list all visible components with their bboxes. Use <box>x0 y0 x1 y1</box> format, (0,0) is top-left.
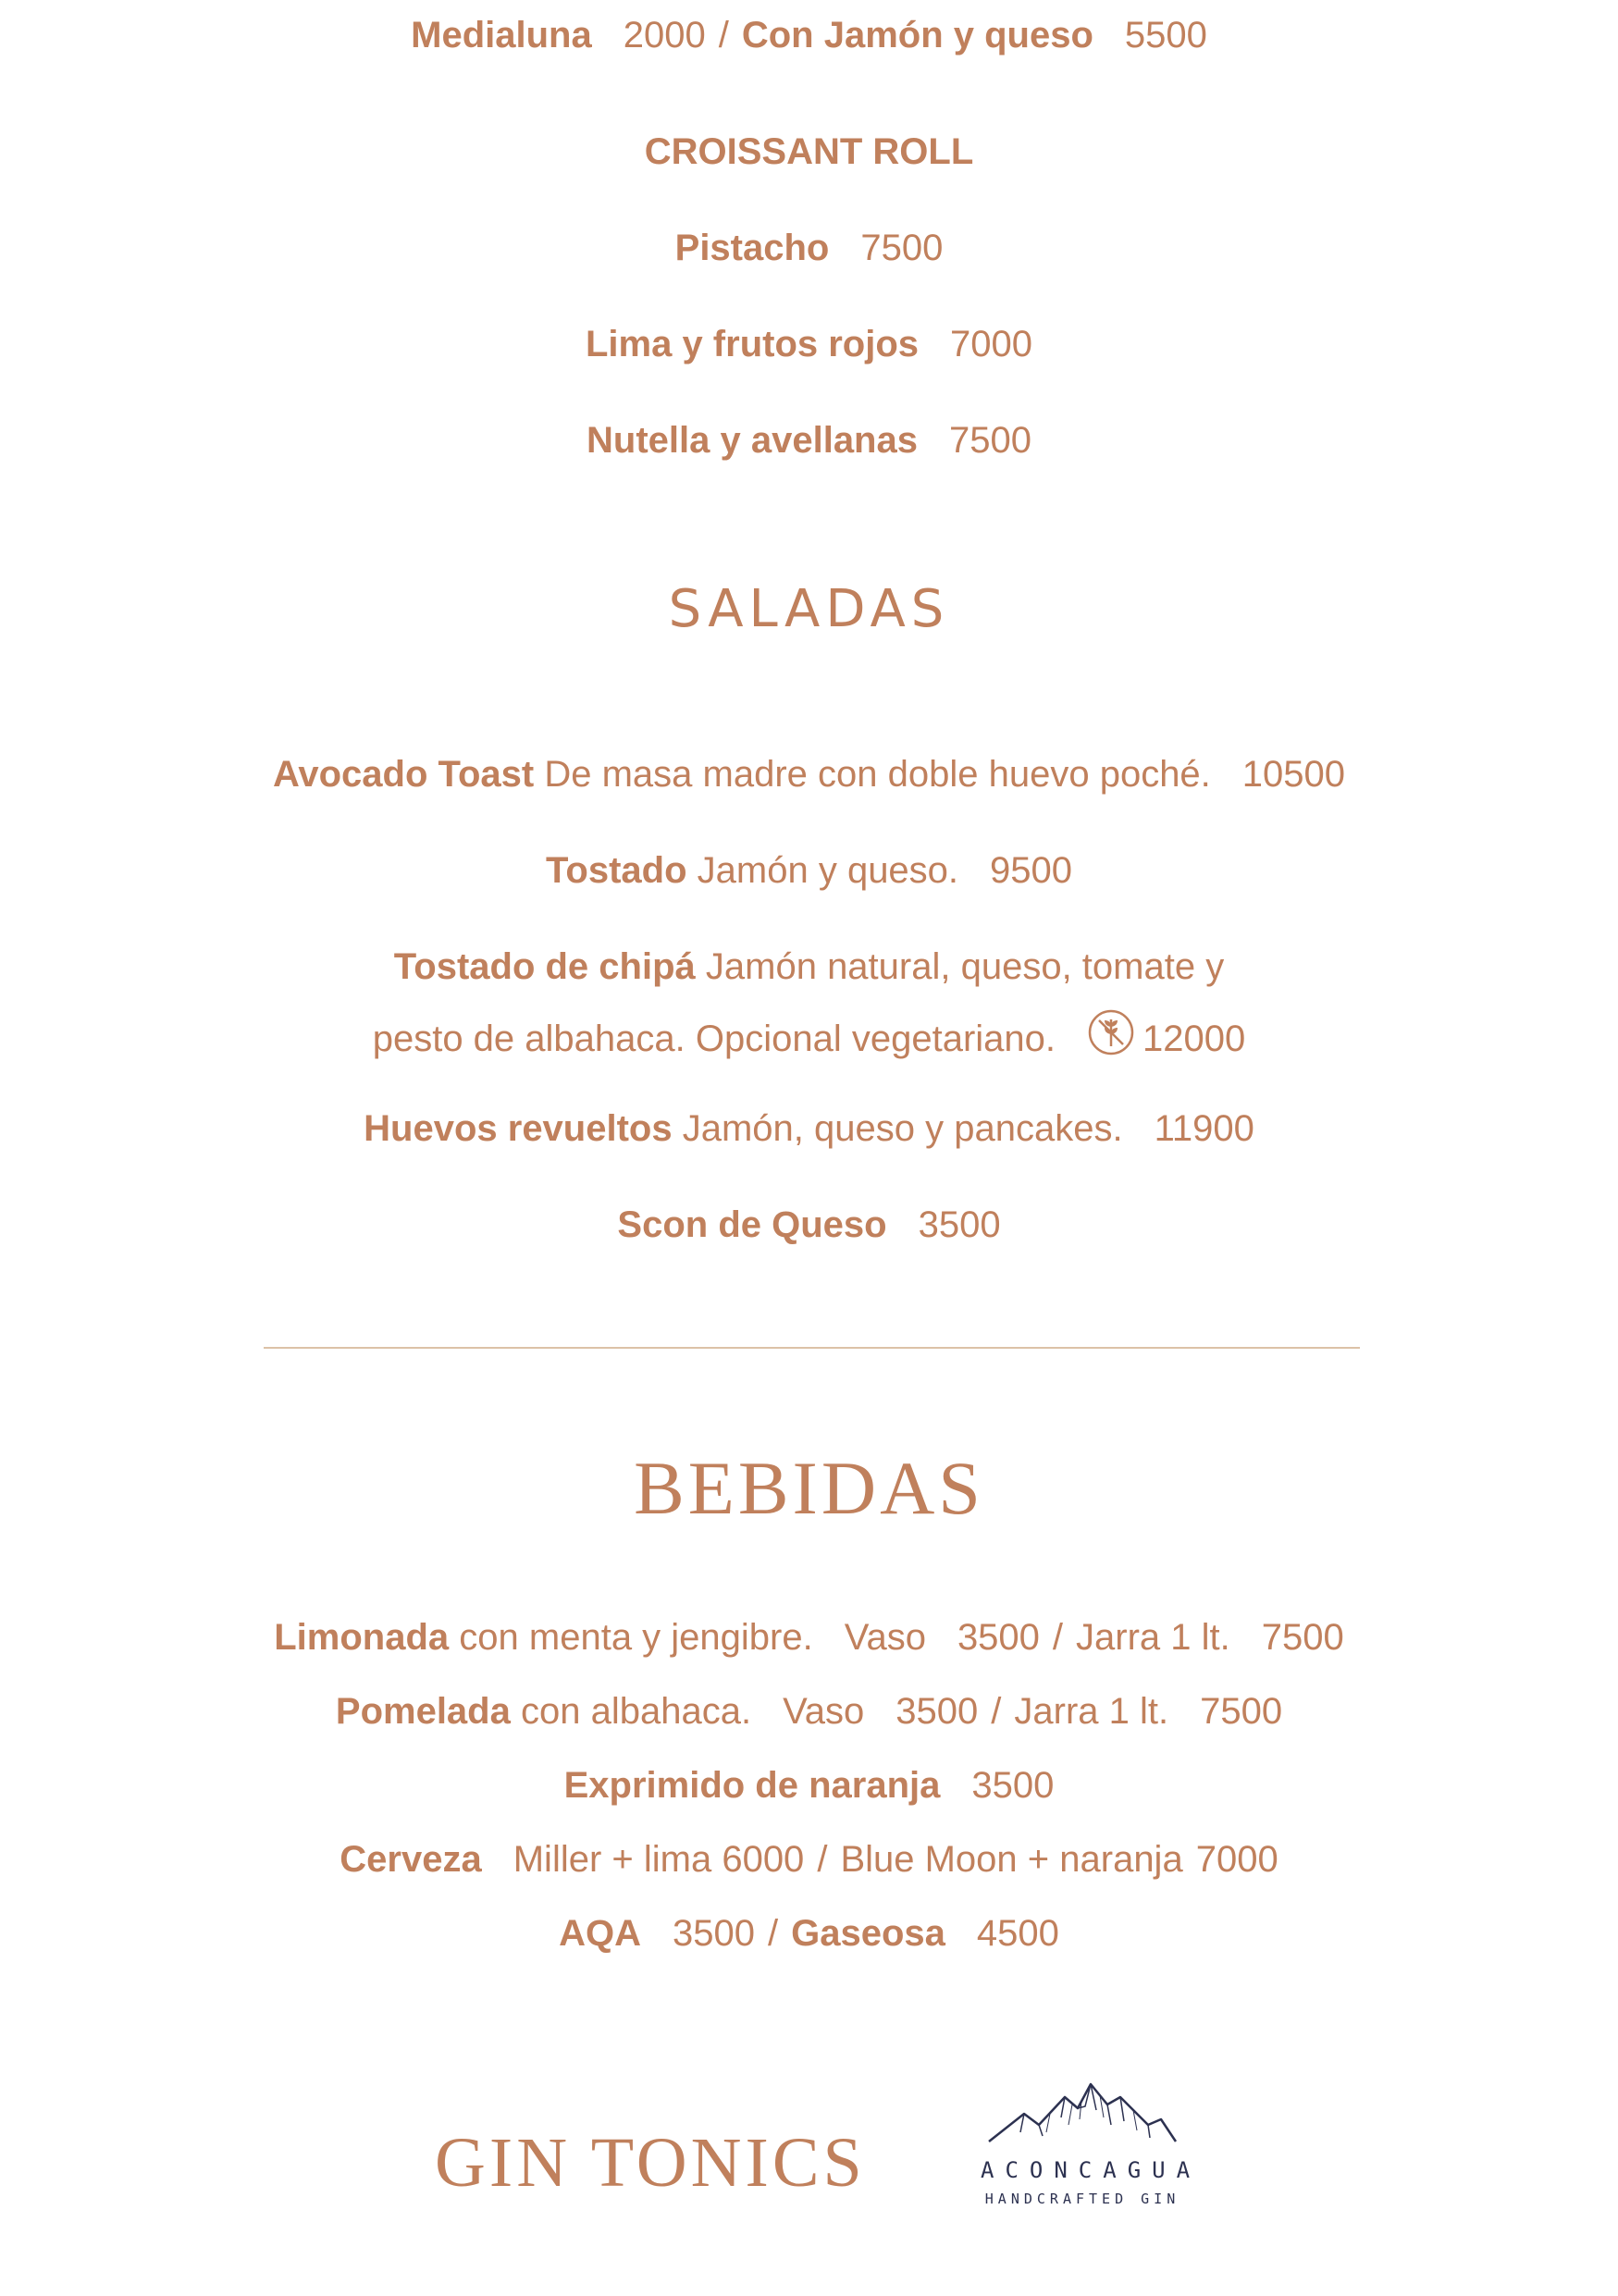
item-price: 3500 <box>895 1691 979 1732</box>
saladas-title: SALADAS <box>668 579 950 639</box>
item-price: 3500 <box>918 1204 1001 1245</box>
item-description: Jamón y queso. <box>697 850 959 891</box>
section-divider <box>264 1347 1360 1349</box>
item-price: 3500 <box>673 1913 755 1954</box>
menu-item <box>0 1201 1618 1249</box>
item-name: Gaseosa <box>791 1913 945 1954</box>
item-price: 10500 <box>1241 754 1346 795</box>
item-price: 7500 <box>948 420 1031 461</box>
gluten-free-icon <box>1087 1008 1135 1068</box>
menu-item <box>0 1105 1618 1153</box>
menu-item <box>0 750 1618 798</box>
menu-item <box>0 1909 1618 1957</box>
item-name: Pomelada <box>335 1691 511 1732</box>
aconcagua-logo <box>981 2077 1202 2225</box>
size-label: Vaso <box>783 1691 865 1732</box>
item-price: 7500 <box>860 228 944 268</box>
size-label: Jarra 1 lt. <box>1014 1691 1169 1732</box>
logo-name: ACONCAGUA <box>981 2157 1202 2183</box>
item-name: Medialuna <box>411 15 592 56</box>
separator: / <box>991 1691 1002 1732</box>
menu-item <box>0 1761 1618 1809</box>
menu-item <box>0 1687 1618 1735</box>
item-name: AQA <box>559 1913 641 1954</box>
item-option: Miller + lima 6000 <box>513 1839 805 1880</box>
menu-item <box>0 320 1618 368</box>
menu-item <box>0 846 1618 895</box>
separator: / <box>718 15 729 56</box>
item-name: Huevos revueltos <box>364 1108 673 1149</box>
item-price: 7500 <box>1200 1691 1283 1732</box>
menu-item <box>0 416 1618 464</box>
gin-tonics-title: GIN TONICS <box>435 2124 866 2202</box>
item-price: 4500 <box>976 1913 1059 1954</box>
item-name: Cerveza <box>340 1839 482 1880</box>
item-description: pesto de albahaca. Opcional vegetariano. <box>372 1018 1056 1060</box>
medialuna-row <box>0 11 1618 59</box>
item-price: 5500 <box>1124 15 1207 56</box>
separator: / <box>817 1839 828 1880</box>
mountain-logo-icon <box>985 2077 1180 2149</box>
item-price: 11900 <box>1154 1108 1254 1149</box>
item-price: 7000 <box>1195 1839 1278 1880</box>
item-name: Lima y frutos rojos <box>585 324 920 364</box>
item-name: Limonada <box>274 1617 450 1658</box>
item-name: Tostado de chipá <box>393 946 696 987</box>
item-price: 3500 <box>957 1617 1040 1658</box>
croissant-title: CROISSANT ROLL <box>644 131 974 172</box>
item-name: Avocado Toast <box>272 754 535 795</box>
item-variant: Con Jamón y queso <box>741 15 1093 56</box>
item-name: Exprimido de naranja <box>563 1765 941 1806</box>
size-label: Vaso <box>844 1617 926 1658</box>
item-price: 2000 <box>623 15 706 56</box>
item-price: 3500 <box>971 1765 1055 1806</box>
separator: / <box>767 1913 779 1954</box>
menu-item <box>0 224 1618 272</box>
separator: / <box>1052 1617 1064 1658</box>
item-price: 7500 <box>1261 1617 1344 1658</box>
menu-item-continued <box>0 1008 1618 1074</box>
item-description: con albahaca. <box>520 1691 752 1732</box>
logo-subtitle: HANDCRAFTED GIN <box>984 2191 1180 2207</box>
menu-item <box>0 1613 1618 1661</box>
menu-item <box>0 943 1618 991</box>
item-name: Pistacho <box>674 228 830 268</box>
item-price: 12000 <box>1142 1018 1246 1060</box>
item-description: Jamón natural, queso, tomate y <box>705 946 1225 987</box>
item-description: De masa madre con doble huevo poché. <box>544 754 1211 795</box>
item-price: 7000 <box>950 324 1033 364</box>
item-name: Nutella y avellanas <box>587 420 918 461</box>
item-name: Scon de Queso <box>617 1204 887 1245</box>
item-price: 9500 <box>990 850 1073 891</box>
item-name: Tostado <box>545 850 687 891</box>
item-option: Blue Moon + naranja <box>840 1839 1183 1880</box>
size-label: Jarra 1 lt. <box>1076 1617 1230 1658</box>
menu-item <box>0 1835 1618 1883</box>
item-description: con menta y jengibre. <box>459 1617 813 1658</box>
bebidas-title: BEBIDAS <box>634 1446 984 1530</box>
item-description: Jamón, queso y pancakes. <box>682 1108 1123 1149</box>
